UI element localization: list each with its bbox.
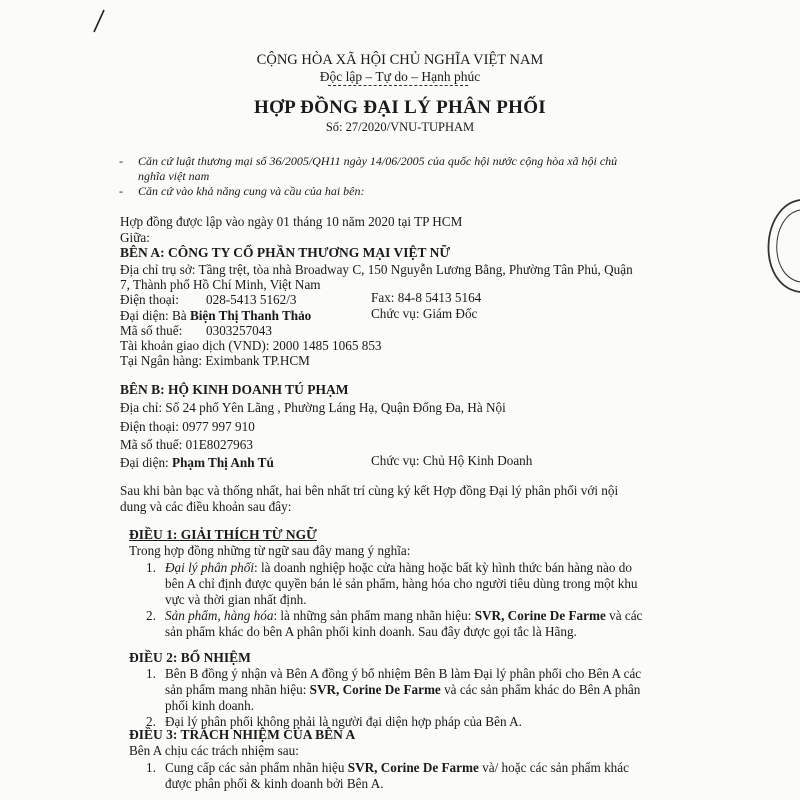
party-a-address-1: Địa chỉ trụ sở: Tầng trệt, tòa nhà Broadway C, 150 Nguyễn Lương Bằng, Phường Tân Phú, Quận [120,262,633,277]
party-a-phone-label: Điện thoại: [120,292,179,307]
article-1-heading: ĐIỀU 1: GIẢI THÍCH TỪ NGỮ [129,527,317,542]
article-2-item-1-line-3: phối kinh doanh. [165,698,255,713]
article-1-item-1-number: 1. [146,560,156,575]
article-1-item-2: Sản phẩm, hàng hóa: là những sản phẩm mang nhãn hiệu: SVR, Corine De Farme và các [165,608,643,623]
party-b-heading: BÊN B: HỘ KINH DOANH TÚ PHẠM [120,382,349,397]
party-a-representative: Đại diện: Bà Biện Thị Thanh Thảo [120,308,312,323]
party-a-heading: BÊN A: CÔNG TY CỔ PHẦN THƯƠNG MẠI VIỆT NỮ [120,245,451,260]
party-a-fax: Fax: 84-8 5413 5164 [371,290,482,305]
article-2-item-1-line-1: Bên B đồng ý nhận và Bên A đồng ý bổ nhiệm Bên B làm Đại lý phân phối cho Bên A các [165,666,642,681]
party-a-account: Tài khoản giao dịch (VND): 2000 1485 1065 853 [120,338,382,353]
contract-title: HỢP ĐỒNG ĐẠI LÝ PHÂN PHỐI [254,97,546,118]
partial-stamp [752,196,800,296]
party-b-address: Địa chỉ: Số 24 phố Yên Lãng , Phường Láng Hạ, Quận Đống Đa, Hà Nội [120,400,506,415]
basis-line-3: Căn cứ vào khả năng cung và cầu của hai bên: [138,184,365,198]
article-3-item-1-line-2: được phân phối & kinh doanh bởi Bên A. [165,776,384,791]
contract-number: Số: 27/2020/VNU-TUPHAM [325,120,475,134]
basis-bullet-1: - [119,154,123,168]
basis-line-2: nghĩa việt nam [138,169,210,183]
article-3-item-1-line-1: Cung cấp các sản phẩm nhãn hiệu SVR, Corine De Farme và/ hoặc các sản phẩm khác [165,760,629,775]
agreement-line-2: dung và các điều khoản sau đây: [120,499,292,514]
pen-mark [92,8,106,34]
article-2-item-1-number: 1. [146,666,156,681]
party-a-address-2: 7, Thành phố Hồ Chí Minh, Việt Nam [120,277,321,292]
article-2-heading: ĐIỀU 2: BỔ NHIỆM [129,650,251,665]
basis-line-1: Căn cứ luật thương mại số 36/2005/QH11 ngày 14/06/2005 của quốc hội nước cộng hòa xã hội chủ [138,154,618,168]
article-1-item-1: Đại lý phân phối: là doanh nghiệp hoặc cửa hàng hoặc bất kỳ hình thức bán hàng nào do [165,560,632,575]
article-1-item-2-line-2: sản phẩm khác do bên A phân phối kinh doanh. Sau đây được gọi tắc là Hãng. [165,624,577,639]
article-2-item-1-line-2: sản phẩm mang nhãn hiệu: SVR, Corine De Farme và các sản phẩm khác do Bên A phân [165,682,641,697]
article-3-intro: Bên A chịu các trách nhiệm sau: [129,743,299,758]
party-a-phone: 028-5413 5162/3 [206,292,297,307]
article-3-item-1-number: 1. [146,760,156,775]
article-1-intro: Trong hợp đồng những từ ngữ sau đây mang ý nghĩa: [129,543,411,558]
basis-bullet-2: - [119,184,123,198]
agreement-line-1: Sau khi bàn bạc và thống nhất, hai bên nhất trí cùng ký kết Hợp đồng Đại lý phân phối với nội [120,483,619,498]
article-1-item-2-number: 2. [146,608,156,623]
motto: Độc lập – Tự do – Hạnh phúc [319,69,481,84]
party-b-phone: Điện thoại: 0977 997 910 [120,419,255,434]
article-3-heading: ĐIỀU 3: TRÁCH NHIỆM CỦA BÊN A [129,727,356,742]
article-1-item-1-line-3: vực và thời gian nhất định. [165,592,307,607]
country-header: CỘNG HÒA XÃ HỘI CHỦ NGHĨA VIỆT NAM [256,52,544,68]
divider [328,85,468,86]
article-2-item-2: Đại lý phân phối không phải là người đại diện hợp pháp của Bên A. [165,714,522,729]
party-b-position: Chức vụ: Chủ Hộ Kinh Doanh [371,453,533,468]
party-a-tax: 0303257043 [206,323,272,338]
article-2-item-2-number: 2. [146,714,156,729]
party-b-representative: Đại diện: Phạm Thị Anh Tú [120,455,274,470]
party-a-bank: Tại Ngân hàng: Eximbank TP.HCM [120,353,310,368]
date-line: Hợp đồng được lập vào ngày 01 tháng 10 năm 2020 tại TP HCM [120,214,463,229]
party-a-position: Chức vụ: Giám Đốc [371,306,478,321]
article-1-item-1-line-2: bên A chỉ định được quyền bán lẻ sản phẩm, hàng hóa cho người tiêu dùng trong một khu [165,576,638,591]
party-b-tax: Mã số thuế: 01E8027963 [120,437,253,452]
party-a-tax-label: Mã số thuế: [120,323,183,338]
between-label: Giữa: [120,230,150,245]
